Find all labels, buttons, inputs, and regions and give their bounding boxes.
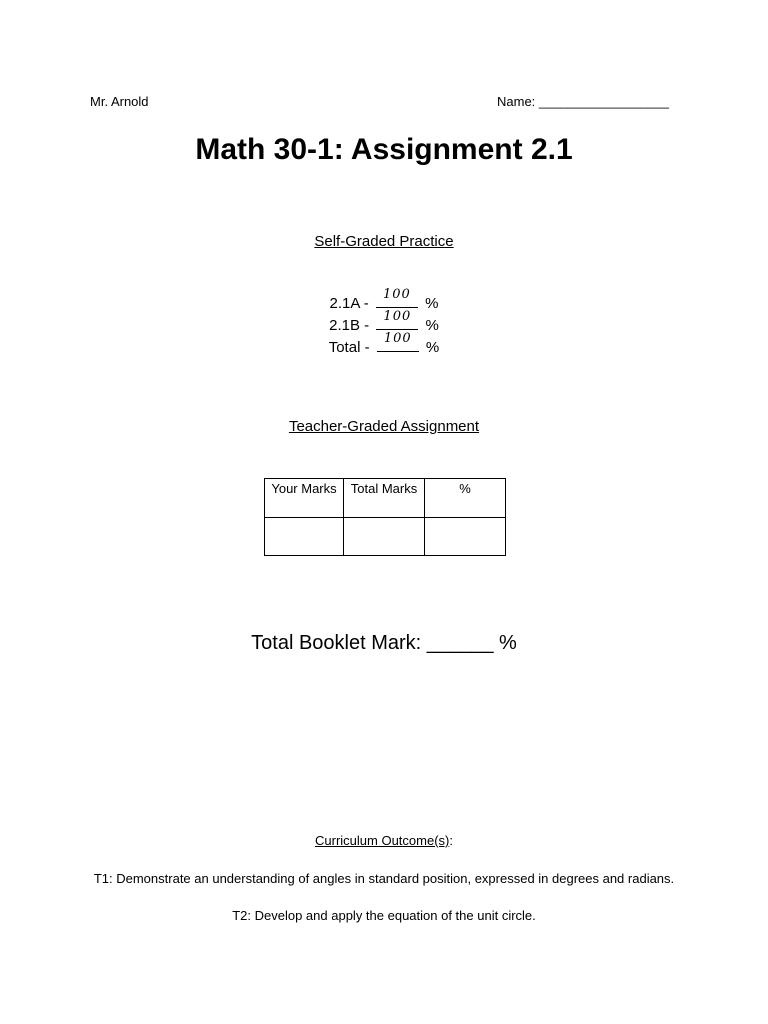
total-booklet-mark: Total Booklet Mark: ______ % <box>251 632 517 654</box>
curriculum-heading-text: Curriculum Outcome(s) <box>315 833 450 848</box>
your-marks-cell <box>265 518 344 556</box>
outcome-t1: T1: Demonstrate an understanding of angles in standard position, expressed in degrees and radians. <box>93 871 675 886</box>
percent-sign: % <box>425 339 440 356</box>
curriculum-heading <box>0 833 768 848</box>
teacher-name: Mr. Arnold <box>90 94 149 109</box>
percent-sign: % <box>425 317 439 334</box>
score-label: 2.1A - <box>329 295 369 312</box>
total-marks-cell <box>344 518 425 556</box>
score-label: Total - <box>328 339 370 356</box>
curriculum-heading-colon: : <box>449 833 453 848</box>
percent-sign: % <box>425 295 439 312</box>
student-name-field: Name: __________________ <box>497 94 670 109</box>
column-header-total-marks: Total Marks <box>344 479 425 518</box>
percent-cell <box>425 518 506 556</box>
outcome-t2: T2: Develop and apply the equation of the unit circle. <box>232 908 536 923</box>
score-label: 2.1B - <box>329 317 370 334</box>
handwritten-score: 100 <box>383 331 412 346</box>
page-title: Math 30-1: Assignment 2.1 <box>195 133 573 166</box>
table-header-row <box>265 479 506 518</box>
handwritten-score: 100 <box>383 287 411 302</box>
table-row <box>265 518 506 556</box>
teacher-graded-heading: Teacher-Graded Assignment <box>288 418 480 435</box>
handwritten-score: 100 <box>383 309 412 324</box>
self-graded-heading: Self-Graded Practice <box>314 233 454 250</box>
column-header-your-marks: Your Marks <box>265 479 344 518</box>
score-row-total <box>0 331 768 359</box>
grade-table <box>264 478 506 556</box>
column-header-percent: % <box>425 479 506 518</box>
score-blank <box>377 331 419 352</box>
